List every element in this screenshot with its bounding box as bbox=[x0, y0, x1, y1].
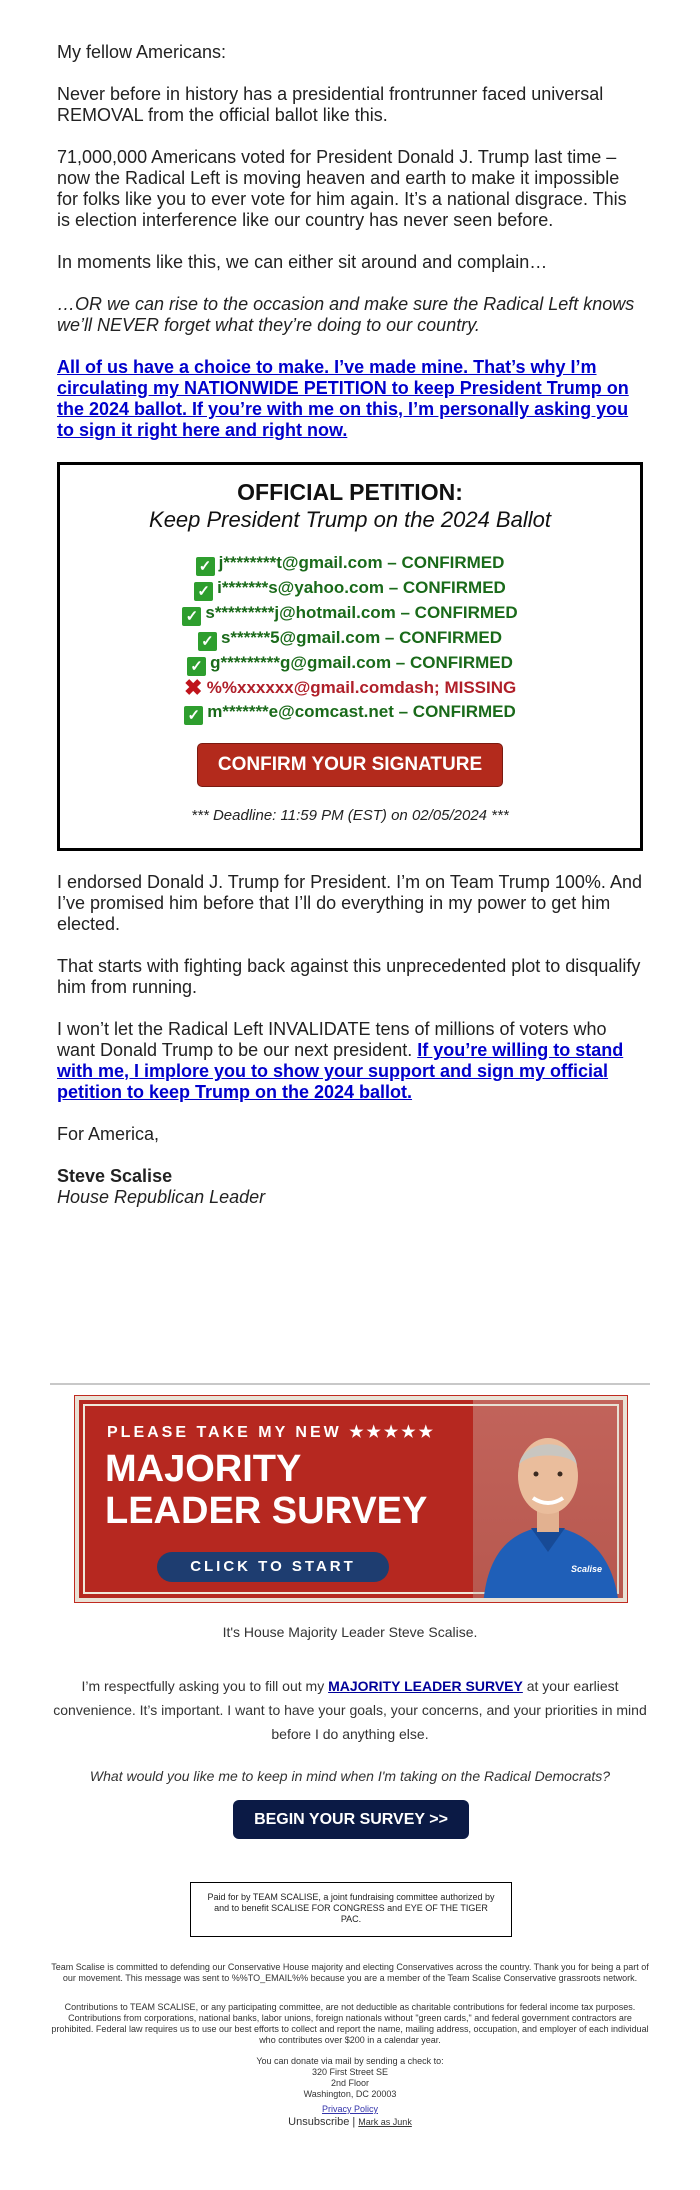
shirt-logo-text: Scalise bbox=[571, 1564, 603, 1574]
mailing-address: You can donate via mail by sending a check to: 320 First Street SE 2nd Floor Washington, DC 20003 bbox=[256, 2056, 444, 2099]
closing: For America, bbox=[57, 1124, 160, 1144]
check-box-icon: ✓ bbox=[196, 557, 215, 576]
survey-ask: I’m respectfully asking you to fill out my MAJORITY LEADER SURVEY at your earliest convenience. It’s important. I want to have your goals, your concerns, and your priorities in mind before I do anything else. bbox=[53, 1678, 647, 1742]
paid-for-disclaimer: Paid for by TEAM SCALISE, a joint fundraising committee authorized by and to benefit SCALISE FOR CONGRESS and EYE OF THE TIGER PAC. bbox=[190, 1882, 512, 1937]
check-box-icon: ✓ bbox=[194, 582, 213, 601]
signer-title: House Republican Leader bbox=[57, 1187, 266, 1207]
banner-cta: CLICK TO START bbox=[157, 1552, 389, 1582]
petition-link-paragraph bbox=[57, 357, 643, 441]
footer-intro: It's House Majority Leader Steve Scalise. bbox=[222, 1624, 478, 1640]
paragraph-3: In moments like this, we can either sit around and complain… bbox=[57, 252, 548, 272]
paragraph-4: …OR we can rise to the occasion and make sure the Radical Left knows we’ll NEVER forget what they’re doing to our country. bbox=[57, 294, 635, 335]
paragraph-1: Never before in history has a presidential frontrunner faced universal REMOVAL from the official ballot like this. bbox=[57, 84, 604, 125]
check-box-icon: ✓ bbox=[184, 706, 203, 725]
petition-entry: ✓ m*******e@comcast.net – CONFIRMED bbox=[78, 700, 622, 725]
paragraph-2: 71,000,000 Americans voted for President Donald J. Trump last time – now the Radical Left is moving heaven and earth to make it impossible for folks like you to ever vote for him again. It’s a national disgrace. This is election interference like our country has never seen before. bbox=[57, 147, 627, 230]
check-box-icon: ✓ bbox=[182, 607, 201, 626]
petition-entry: ✓ s*********j@hotmail.com – CONFIRMED bbox=[78, 601, 622, 626]
check-box-icon: ✓ bbox=[198, 632, 217, 651]
petition-entry-missing: ✖ %%xxxxxx@gmail.comdash; MISSING bbox=[184, 675, 517, 700]
survey-link[interactable]: MAJORITY LEADER SURVEY bbox=[328, 1678, 523, 1694]
petition-entry: ✓ s******5@gmail.com – CONFIRMED bbox=[78, 626, 622, 651]
signer-name: Steve Scalise bbox=[57, 1166, 173, 1186]
red-x-icon: ✖ bbox=[184, 675, 203, 700]
mark-as-junk-link[interactable]: Mark as Junk bbox=[358, 2117, 412, 2127]
petition-box bbox=[57, 462, 643, 851]
survey-question: What would you like me to keep in mind when I'm taking on the Radical Democrats? bbox=[89, 1768, 611, 1784]
banner-kicker: PLEASE TAKE MY NEW ★★★★★ bbox=[107, 1424, 436, 1441]
fine-print-1: Team Scalise is committed to defending our Conservative House majority and electing Conservatives across the country. Thank you for being a part of our movement. This message was sent to %%TO_EMAIL%% because you are a member of the Team Scalise Conservative grassroots network. bbox=[51, 1962, 649, 1983]
petition-entry: ✓ g*********g@gmail.com – CONFIRMED bbox=[78, 651, 622, 676]
paragraph-7: I won’t let the Radical Left INVALIDATE tens of millions of voters who want Donald Trump to be our next president. If you’re willing to stand with me, I implore you to show your support and sign my official petition to keep Trump on the 2024 ballot. bbox=[57, 1019, 624, 1102]
petition-entry: ✓ j********t@gmail.com – CONFIRMED bbox=[78, 551, 622, 576]
fine-print-2: Contributions to TEAM SCALISE, or any participating committee, are not deductible as charitable contributions for federal income tax purposes. Contributions from corporations, national banks, labor unions, foreign nationals without "green cards," and federal government contractors are prohibited. Federal law requires us to use our best efforts to collect and report the name, mailing address, occupation, and employer of each individual who contributes over $200 in a calendar year. bbox=[51, 2002, 649, 2045]
confirm-signature-button[interactable]: CONFIRM YOUR SIGNATURE bbox=[197, 754, 503, 774]
unsubscribe-row bbox=[50, 2116, 650, 2128]
petition-subtitle: Keep President Trump on the 2024 Ballot bbox=[149, 507, 551, 532]
paragraph-6: That starts with fighting back against this unprecedented plot to disqualify him from running. bbox=[57, 956, 641, 997]
banner-title: MAJORITY LEADER SURVEY bbox=[105, 1448, 428, 1532]
petition-entry: ✓ i*******s@yahoo.com – CONFIRMED bbox=[78, 576, 622, 601]
greeting: My fellow Americans: bbox=[57, 42, 227, 62]
sign-petition-link[interactable]: If you’re willing to stand with me, I implore you to show your support and sign my official petition to keep Trump on the 2024 ballot. bbox=[57, 1040, 624, 1102]
privacy-policy-link[interactable]: Privacy Policy bbox=[321, 2104, 378, 2114]
portrait-image bbox=[473, 1400, 623, 1602]
deadline-text: *** Deadline: 11:59 PM (EST) on 02/05/2024 *** bbox=[191, 807, 509, 824]
privacy-row bbox=[50, 2104, 650, 2115]
check-box-icon: ✓ bbox=[187, 657, 206, 676]
petition-link[interactable]: All of us have a choice to make. I’ve made mine. That’s why I’m circulating my NATIONWIDE PETITION to keep President Trump on the 2024 ballot. If you’re with me on this, I’m personally asking you to sign it right here and right now. bbox=[57, 357, 629, 440]
section-divider bbox=[50, 1383, 650, 1385]
paragraph-5: I endorsed Donald J. Trump for President. I’m on Team Trump 100%. And I’ve promised him before that I’ll do everything in my power to get him elected. bbox=[57, 872, 642, 934]
separator: | bbox=[352, 2116, 356, 2128]
unsubscribe-link[interactable]: Unsubscribe bbox=[288, 2116, 350, 2128]
petition-title: OFFICIAL PETITION: bbox=[237, 479, 463, 505]
